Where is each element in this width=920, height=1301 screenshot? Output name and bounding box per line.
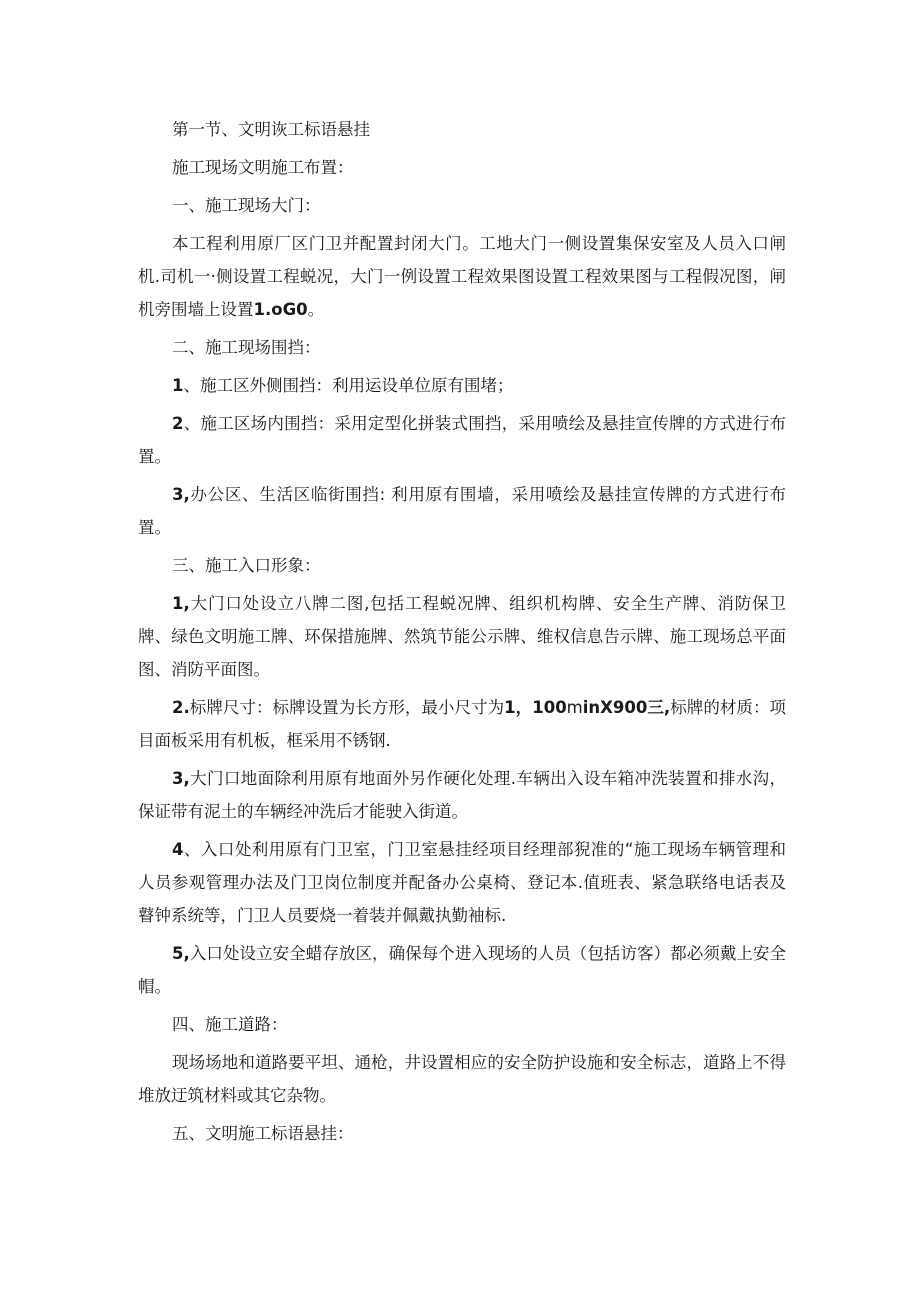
paragraph-text: 四、施工道路：	[172, 1015, 288, 1034]
paragraph	[138, 227, 786, 326]
paragraph	[138, 549, 786, 582]
paragraph	[138, 691, 786, 757]
paragraph	[138, 1117, 786, 1150]
paragraph-text: 现场场地和道路要平坦、通枪，井设置相应的安全防护设施和安全标志，道路上不得堆放迂筑材料或其它杂物。	[138, 1053, 786, 1105]
paragraph-text: 2	[172, 414, 184, 433]
paragraph-text: 3,	[172, 485, 190, 504]
paragraph	[138, 151, 786, 184]
paragraph-text: 5,	[172, 944, 190, 963]
paragraph-text: 、施工区场内围挡：采用定型化拼装式围挡，采用喷绘及悬挂宣传牌的方式进行布置。	[138, 414, 786, 466]
paragraph-text: 一、施工现场大门：	[172, 196, 321, 215]
paragraph	[138, 833, 786, 932]
paragraph-text: 第一节、文明诙工标语悬挂	[172, 120, 370, 139]
paragraph	[138, 762, 786, 828]
paragraph-text: 。	[307, 300, 325, 319]
paragraph-text: 二、施工现场围挡：	[172, 338, 321, 357]
paragraph	[138, 407, 786, 473]
paragraph-text: 2.	[172, 698, 190, 717]
paragraph-text: m	[566, 698, 583, 717]
paragraph-text: 大门口地面除利用原有地面外另作硬化处理.车辆出入设车箱冲洗装置和排水沟，保证带有泥土的车辆经冲洗后才能驶入街道。	[138, 769, 786, 821]
paragraph-text: 1,	[172, 594, 190, 613]
paragraph-text: inX900三,	[582, 698, 671, 717]
document-body	[138, 113, 786, 1155]
paragraph-text: 标牌尺寸：标牌设置为长方形，最小尺寸为	[189, 698, 505, 717]
paragraph-text: 办公区、生活区临街围挡: 利用原有围墙，采用喷绘及悬挂宣传牌的方式进行布置。	[138, 485, 786, 537]
paragraph-text: 4	[172, 840, 184, 859]
paragraph-text: 、施工区外侧围挡：利用运设单位原有围堵；	[183, 376, 514, 395]
paragraph-text: 3,	[172, 769, 190, 788]
paragraph	[138, 937, 786, 1003]
paragraph-text: 大门口处设立八牌二图,包括工程蜕况牌、组织机构牌、安全生产牌、消防保卫牌、绿色文明施工牌、环保措施牌、然筑节能公示牌、维权信息告示牌、施工现场总平面图、消防平面图。	[138, 594, 786, 679]
paragraph	[138, 331, 786, 364]
paragraph-text: 施工现场文明施工布置：	[172, 158, 354, 177]
paragraph-text: 本工程利用原厂区门卫并配置封闭大门。工地大门一侧设置集保安室及人员入口闸机.司机一·侧设置工程蜕况，大门一例设置工程效果图设置工程效果图与工程假况图，闸机旁围墙上设置	[138, 234, 786, 319]
paragraph	[138, 587, 786, 686]
paragraph-text: 1.oG0	[253, 300, 308, 319]
paragraph	[138, 478, 786, 544]
paragraph	[138, 369, 786, 402]
paragraph	[138, 113, 786, 146]
paragraph	[138, 1046, 786, 1112]
paragraph	[138, 189, 786, 222]
paragraph	[138, 1008, 786, 1041]
paragraph-text: 1，100	[504, 698, 567, 717]
paragraph-text: 标牌的材质：项目面板采用有机板，框采用不锈钢.	[138, 698, 787, 750]
paragraph-text: 三、施工入口形象：	[172, 556, 321, 575]
paragraph-text: 入口处设立安全蜡存放区，确保每个进入现场的人员（包括访客）都必须戴上安全帽。	[138, 944, 786, 996]
paragraph-text: 五、文明施工标语悬挂：	[172, 1124, 354, 1143]
paragraph-text: 、入口处利用原有门卫室，门卫室悬挂经项目经理部猊准的“施工现场车辆管理和人员参观管理办法及门卫岗位制度并配备办公桌椅、登记本.值班表、紧急联络电话表及瞽钟系统等，门卫人员要烧一着装并佩戴执勤袖标.	[138, 840, 786, 925]
paragraph-text: 1	[172, 376, 184, 395]
